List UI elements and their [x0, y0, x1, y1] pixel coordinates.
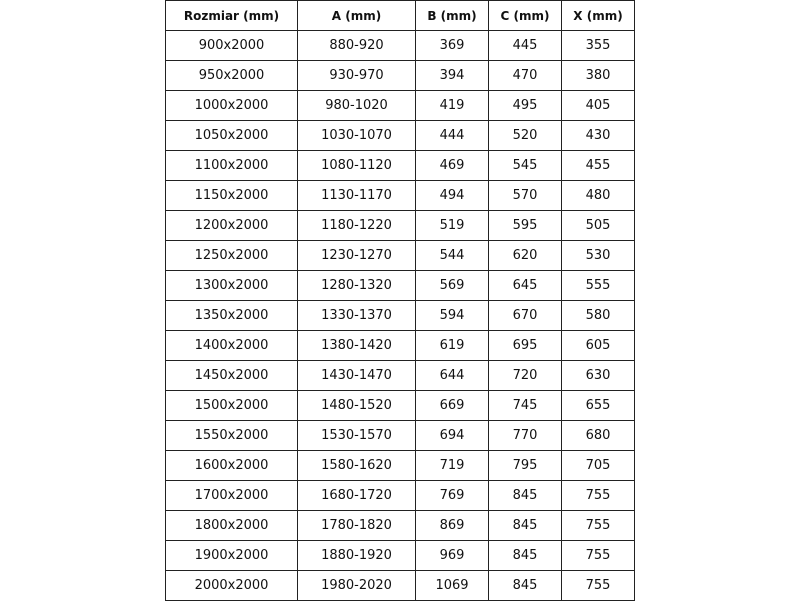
cell-rozmiar: 1400x2000	[166, 331, 298, 361]
cell-b: 444	[416, 121, 489, 151]
cell-a: 1330-1370	[298, 301, 416, 331]
header-x: X (mm)	[562, 1, 635, 31]
cell-rozmiar: 1600x2000	[166, 451, 298, 481]
cell-rozmiar: 1150x2000	[166, 181, 298, 211]
table-row	[166, 331, 635, 361]
cell-c: 845	[489, 481, 562, 511]
cell-c: 695	[489, 331, 562, 361]
cell-c: 770	[489, 421, 562, 451]
table-row	[166, 211, 635, 241]
table-row	[166, 241, 635, 271]
cell-b: 644	[416, 361, 489, 391]
cell-x: 480	[562, 181, 635, 211]
cell-c: 795	[489, 451, 562, 481]
cell-c: 845	[489, 571, 562, 601]
table-row	[166, 451, 635, 481]
cell-rozmiar: 1250x2000	[166, 241, 298, 271]
cell-b: 469	[416, 151, 489, 181]
cell-b: 694	[416, 421, 489, 451]
cell-c: 645	[489, 271, 562, 301]
cell-x: 430	[562, 121, 635, 151]
cell-x: 655	[562, 391, 635, 421]
cell-rozmiar: 1800x2000	[166, 511, 298, 541]
cell-a: 1080-1120	[298, 151, 416, 181]
header-b: B (mm)	[416, 1, 489, 31]
cell-a: 1030-1070	[298, 121, 416, 151]
cell-c: 845	[489, 541, 562, 571]
cell-a: 1880-1920	[298, 541, 416, 571]
cell-a: 1180-1220	[298, 211, 416, 241]
cell-rozmiar: 1350x2000	[166, 301, 298, 331]
cell-c: 620	[489, 241, 562, 271]
table-row	[166, 121, 635, 151]
cell-a: 880-920	[298, 31, 416, 61]
cell-b: 669	[416, 391, 489, 421]
table-row	[166, 391, 635, 421]
cell-b: 619	[416, 331, 489, 361]
cell-rozmiar: 1500x2000	[166, 391, 298, 421]
cell-x: 755	[562, 481, 635, 511]
cell-c: 670	[489, 301, 562, 331]
table-row	[166, 421, 635, 451]
cell-a: 1380-1420	[298, 331, 416, 361]
cell-rozmiar: 1200x2000	[166, 211, 298, 241]
table-row	[166, 271, 635, 301]
table-row	[166, 31, 635, 61]
table-row	[166, 61, 635, 91]
cell-x: 530	[562, 241, 635, 271]
cell-a: 1530-1570	[298, 421, 416, 451]
cell-c: 720	[489, 361, 562, 391]
cell-x: 580	[562, 301, 635, 331]
cell-a: 1230-1270	[298, 241, 416, 271]
cell-rozmiar: 1550x2000	[166, 421, 298, 451]
cell-rozmiar: 1300x2000	[166, 271, 298, 301]
cell-rozmiar: 1050x2000	[166, 121, 298, 151]
cell-b: 544	[416, 241, 489, 271]
cell-rozmiar: 1450x2000	[166, 361, 298, 391]
cell-x: 380	[562, 61, 635, 91]
header-rozmiar: Rozmiar (mm)	[166, 1, 298, 31]
size-table	[165, 0, 635, 601]
table-row	[166, 571, 635, 601]
header-c: C (mm)	[489, 1, 562, 31]
cell-a: 1280-1320	[298, 271, 416, 301]
cell-rozmiar: 1900x2000	[166, 541, 298, 571]
cell-x: 605	[562, 331, 635, 361]
cell-c: 845	[489, 511, 562, 541]
cell-b: 569	[416, 271, 489, 301]
cell-b: 369	[416, 31, 489, 61]
cell-b: 869	[416, 511, 489, 541]
cell-a: 1780-1820	[298, 511, 416, 541]
cell-a: 1580-1620	[298, 451, 416, 481]
header-row	[166, 1, 635, 31]
cell-rozmiar: 1700x2000	[166, 481, 298, 511]
table-row	[166, 481, 635, 511]
cell-c: 570	[489, 181, 562, 211]
cell-x: 680	[562, 421, 635, 451]
cell-x: 755	[562, 511, 635, 541]
cell-b: 419	[416, 91, 489, 121]
cell-x: 405	[562, 91, 635, 121]
table-row	[166, 181, 635, 211]
cell-rozmiar: 950x2000	[166, 61, 298, 91]
cell-b: 394	[416, 61, 489, 91]
cell-c: 470	[489, 61, 562, 91]
cell-b: 769	[416, 481, 489, 511]
cell-x: 355	[562, 31, 635, 61]
cell-c: 520	[489, 121, 562, 151]
cell-a: 1430-1470	[298, 361, 416, 391]
cell-a: 980-1020	[298, 91, 416, 121]
cell-b: 494	[416, 181, 489, 211]
table-body	[166, 31, 635, 601]
cell-a: 1980-2020	[298, 571, 416, 601]
cell-b: 969	[416, 541, 489, 571]
cell-rozmiar: 2000x2000	[166, 571, 298, 601]
cell-rozmiar: 900x2000	[166, 31, 298, 61]
cell-c: 545	[489, 151, 562, 181]
cell-x: 705	[562, 451, 635, 481]
cell-x: 555	[562, 271, 635, 301]
cell-b: 594	[416, 301, 489, 331]
cell-x: 455	[562, 151, 635, 181]
cell-x: 630	[562, 361, 635, 391]
cell-a: 1130-1170	[298, 181, 416, 211]
cell-b: 519	[416, 211, 489, 241]
cell-x: 505	[562, 211, 635, 241]
table-row	[166, 91, 635, 121]
cell-c: 595	[489, 211, 562, 241]
cell-a: 1480-1520	[298, 391, 416, 421]
cell-c: 745	[489, 391, 562, 421]
cell-c: 445	[489, 31, 562, 61]
cell-b: 719	[416, 451, 489, 481]
cell-x: 755	[562, 571, 635, 601]
table-row	[166, 511, 635, 541]
cell-x: 755	[562, 541, 635, 571]
cell-a: 1680-1720	[298, 481, 416, 511]
table-row	[166, 361, 635, 391]
cell-c: 495	[489, 91, 562, 121]
cell-rozmiar: 1100x2000	[166, 151, 298, 181]
table-row	[166, 301, 635, 331]
cell-a: 930-970	[298, 61, 416, 91]
table-row	[166, 541, 635, 571]
table-row	[166, 151, 635, 181]
cell-rozmiar: 1000x2000	[166, 91, 298, 121]
header-a: A (mm)	[298, 1, 416, 31]
cell-b: 1069	[416, 571, 489, 601]
